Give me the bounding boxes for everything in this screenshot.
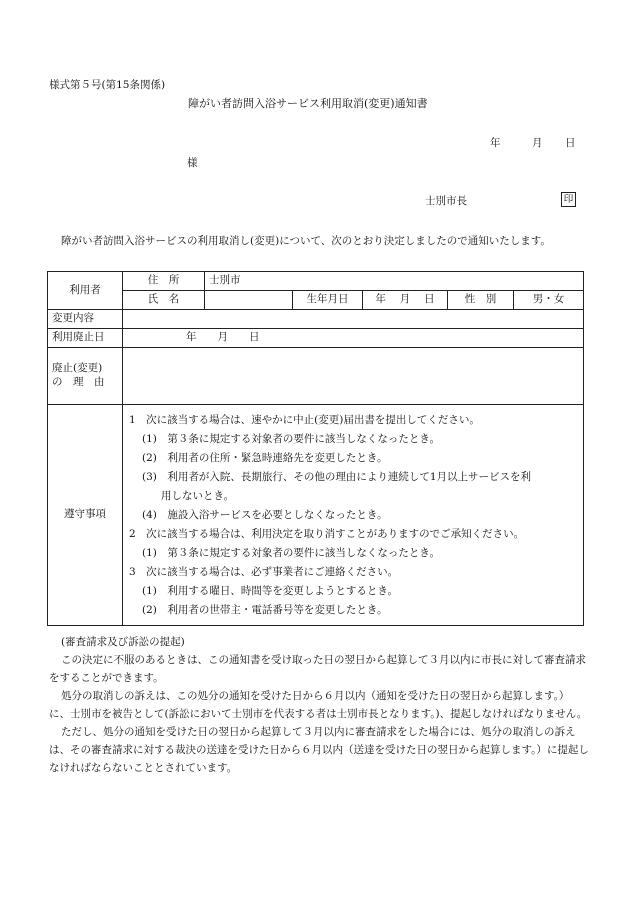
addressee-suffix: 様 [187,157,198,169]
address-label: 住 所 [123,272,205,291]
rule-item: (3) 利用者が入院、長期旅行、その他の理由により連続して1月以上サービスを利 [142,471,532,483]
appeal-paragraph: この決定に不服のあるときは、この通知書を受け取った日の翌日から起算して３月以内に市長に対して審査請求をすることができます。 [49,654,586,684]
reason-label-line-2: の 理 由 [52,376,105,388]
intro-paragraph: 障がい者訪問入浴サービスの利用取消し(変更)について、次のとおり決定しましたので通知いたします。 [61,235,551,247]
rule-item: (2) 利用者の住所・緊急時連絡先を変更したとき。 [142,452,388,464]
notice-table [47,271,584,626]
reason-value [123,348,584,405]
user-label: 利用者 [48,272,123,310]
table-row-reason [48,348,584,405]
table-row-abolish-date [48,329,584,348]
abolish-date-label: 利用廃止日 [48,329,123,348]
issuer-name: 士別市長 [425,195,467,207]
birth-value: 年 月 日 [363,291,448,310]
appeal-paragraph: ただし、処分の通知を受けた日の翌日から起算して３月以内に審査請求をした場合には、処分の取消しの訴えは、その審査請求に対する裁決の送達を受けた日から６月以内（送達を受けた日の翌日から起算します。）に提起しなければならないこととされています。 [49,726,589,774]
appeal-heading: (審査請求及び訴訟の提起) [61,636,185,648]
reason-label-line-1: 廃止(変更) [52,362,103,375]
issue-date [490,137,576,151]
rule-item: 2 次に該当する場合は、利用決定を取り消すことがありますのでご承知ください。 [129,528,525,540]
name-value [205,291,293,310]
seal-stamp: 印 [561,192,576,207]
reason-label [48,348,123,405]
gender-label: 性 別 [448,291,514,310]
rule-item: (1) 第３条に規定する対象者の要件に該当しなくなったとき。 [142,433,440,445]
name-label: 氏 名 [123,291,205,310]
rule-item: 1 次に該当する場合は、速やかに中止(変更)届出書を提出してください。 [129,414,480,426]
address-value: 士別市 [205,272,584,291]
form-number-label: 様式第５号(第15条関係) [49,79,166,91]
table-row-rules [48,405,584,626]
rule-item: 用しないとき。 [161,490,235,502]
rules-label: 遵守事項 [48,405,123,626]
rule-item: 3 次に該当する場合は、必ず事業者にご連絡ください。 [129,566,399,578]
rule-item: (4) 施設入浴サービスを必要としなくなったとき。 [142,509,388,521]
date-day-label: 日 [565,137,576,149]
change-label: 変更内容 [48,310,123,329]
rules-list [123,405,584,626]
change-value [123,310,584,329]
gender-value: 男・女 [514,291,584,310]
abolish-date-value: 年 月 日 [123,329,584,348]
date-month-label: 月 [532,137,543,149]
appeal-section [49,633,589,777]
table-row-change [48,310,584,329]
document-title: 障がい者訪問入浴サービス利用取消(変更)通知書 [188,97,428,110]
table-row-address [48,272,584,291]
date-year-label: 年 [490,137,501,149]
rule-item: (2) 利用者の世帯主・電話番号等を変更したとき。 [142,604,388,616]
table-row-name [48,291,584,310]
rule-item: (1) 第３条に規定する対象者の要件に該当しなくなったとき。 [142,547,440,559]
birth-label: 生年月日 [293,291,363,310]
rule-item: (1) 利用する曜日、時間等を変更しようとするとき。 [142,585,398,597]
appeal-paragraph: 処分の取消しの訴えは、この処分の通知を受けた日から６月以内（通知を受けた日の翌日から起算します。）に、士別市を被告として(訴訟において士別市を代表する者は士別市長となります。)、提起しなければなりません。 [49,690,588,720]
